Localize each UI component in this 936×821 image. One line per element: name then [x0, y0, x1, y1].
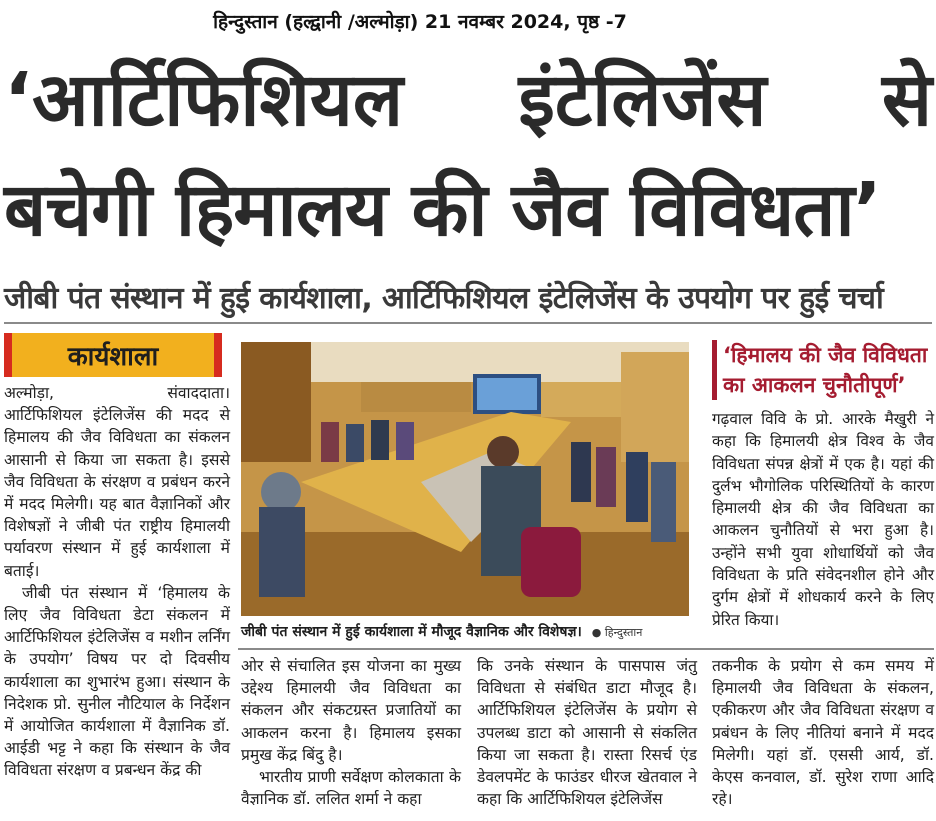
masthead: हिन्दुस्तान (हल्द्वानी /अल्मोड़ा) 21 नवम्बर 2024, पृष्ठ -7: [213, 11, 627, 33]
subheadline: जीबी पंत संस्थान में हुई कार्यशाला, आर्टिफिशियल इंटेलिजेंस के उपयोग पर हुई चर्चा: [4, 281, 884, 316]
byline-author: संवाददाता।: [167, 384, 230, 402]
workshop-photo: [241, 342, 689, 616]
sidebox-title: ‘हिमालय की जैव विविधता का आकलन चुनौतीपूर्ण’: [712, 340, 934, 400]
photo-caption: [241, 622, 689, 641]
col3-paragraph-1: कि उनके संस्थान के पासपास जंतु विविधता से संबंधित डाटा मौजूद है। आर्टिफिशियल इंटेलिजेंस के प्रयोग से उपलब्ध डाटा को आसानी से संकलित किया जा सकता है। रास्ता रिसर्च एंड डेवलपमेंट के फाउंडर धीरज खेतवाल ने कहा कि आर्टिफिशियल इंटेलिजेंस: [477, 657, 697, 809]
sidebox-text: गढ़वाल विवि के प्रो. आरके मैखुरी ने कहा कि हिमालयी क्षेत्र विश्व के जैव विविधता संपन्न क्षेत्रों में एक है। यहां की दुर्लभ भौगोलिक परिस्थितियों के कारण हिमालयी क्षेत्र की जैव विविधता का आकलन चुनौतियों से भरा हुआ है। उन्होंने सभी युवा शोधार्थियों को जैव विविधता के प्रति संवेदनशील होने और दुर्गम क्षेत्रों में शोधकार्य करने के लिए प्रेरित किया।: [712, 410, 934, 629]
headline-word-2: इंटेलिजेंस: [518, 57, 767, 143]
section-badge: कार्यशाला: [4, 333, 222, 377]
col2-paragraph-2: भारतीय प्राणी सर्वेक्षण कोलकाता के वैज्ञानिक डॉ. ललित शर्मा ने कहा: [241, 768, 461, 809]
article-column-4: [712, 655, 934, 810]
headline-word-1: ‘आर्टिफिशियल: [4, 57, 403, 143]
article-column-2: [241, 655, 461, 810]
headline-word-3: से: [881, 57, 932, 143]
article-column-3: [477, 655, 697, 810]
photo-caption-text: जीबी पंत संस्थान में हुई कार्यशाला में मौजूद वैज्ञानिक और विशेषज्ञ।: [241, 624, 582, 640]
workshop-photo-illustration: [241, 342, 689, 616]
headline-line-2: बचेगी हिमालय की जैव विविधता’: [4, 167, 881, 253]
byline: [4, 382, 230, 404]
col2-paragraph-1: ओर से संचालित इस योजना का मुख्य उद्देश्य हिमालयी जैव विविधता का संकलन और संकटग्रस्त प्रजातियों का आकलन करना है। हिमालय इसका प्रमुख केंद्र बिंदु है।: [241, 657, 461, 764]
mid-divider: [238, 648, 934, 650]
byline-place: अल्मोड़ा,: [4, 384, 54, 402]
article-column-1: [4, 382, 230, 782]
col1-paragraph-1: आर्टिफिशियल इंटेलिजेंस की मदद से हिमालय की जैव विविधता का संकलन आसानी से किया जा सकता है। इससे जैव विविधता के संरक्षण व प्रबंधन करने में मदद मिलेगी। यह बात वैज्ञानिकों और विशेषज्ञों ने जीबी पंत राष्ट्रीय हिमालयी पर्यावरण संस्थान में हुई कार्यशाला में बताई।: [4, 406, 230, 580]
photo-credit: ● हिन्दुस्तान: [591, 626, 643, 639]
col1-paragraph-2: जीबी पंत संस्थान में ‘हिमालय के लिए जैव विविधता डेटा संकलन में आर्टिफिशियल इंटेलिजेंस व मशीन लर्निंग के उपयोग’ विषय पर दो दिवसीय कार्यशाला का शुभारंभ हुआ। संस्थान के निदेशक प्रो. सुनील नौटियाल के निर्देशन में आयोजित कार्यशाला में वैज्ञानिक डॉ. आईडी भट्ट ने कहा कि संस्थान के जैव विविधता संरक्षण व प्रबन्धन केंद्र की: [4, 583, 230, 780]
headline-line-1: [4, 46, 932, 147]
top-divider: [4, 322, 932, 324]
col4-paragraph-1: तकनीक के प्रयोग से कम समय में हिमालयी जैव विविधता के संकलन, एकीकरण और जैव विविधता संरक्षण व प्रबंधन के लिए नीतियां बनाने में मदद मिलेगी। यहां डॉ. एससी आर्य, डॉ. केएस कनवाल, डॉ. सुरेश राणा आदि रहे।: [712, 657, 934, 809]
